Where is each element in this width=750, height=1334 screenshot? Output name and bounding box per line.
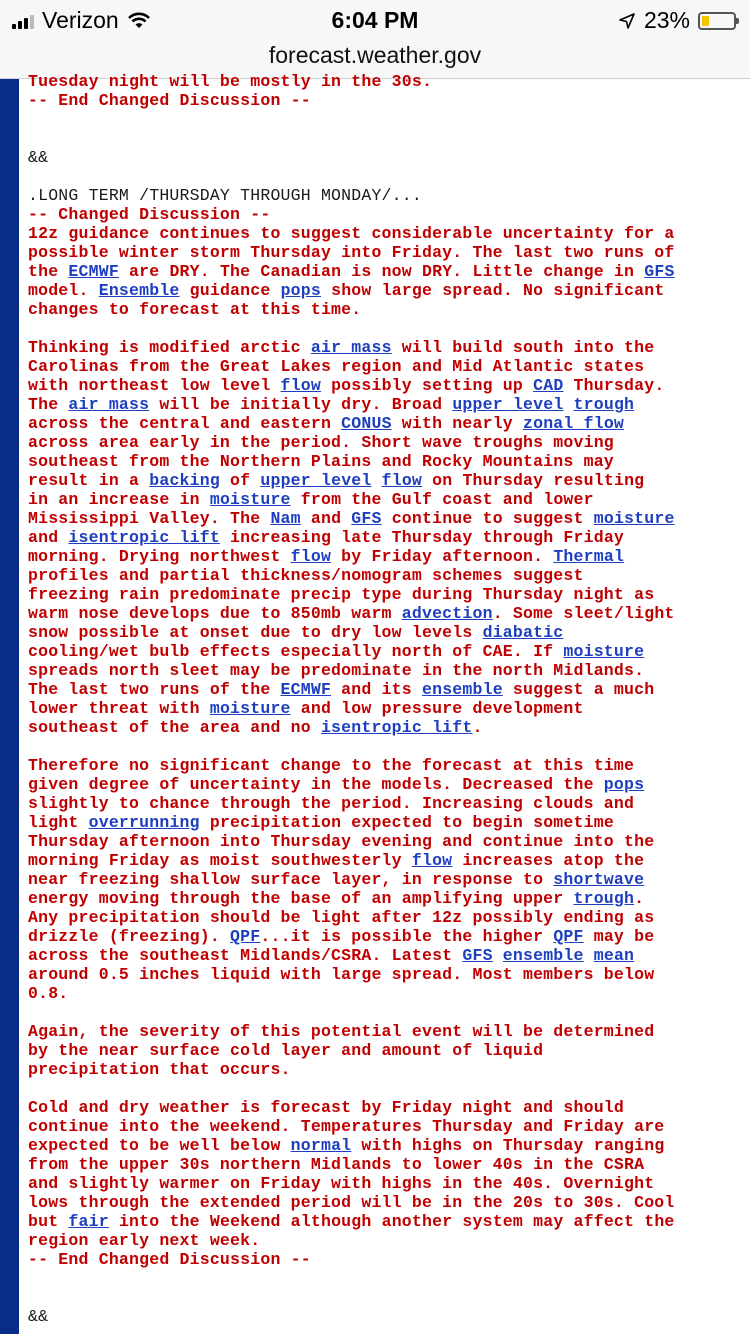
url-domain[interactable]: forecast.weather.gov <box>268 42 482 68</box>
glossary-link[interactable]: isentropic lift <box>320 718 473 737</box>
discussion-text-run: . <box>634 889 645 908</box>
battery-percent: 23% <box>643 7 690 33</box>
glossary-link[interactable]: advection <box>401 604 493 623</box>
glossary-link[interactable]: shortwave <box>553 870 645 889</box>
glossary-link[interactable]: diabatic <box>482 623 564 642</box>
discussion-text-run: from the Gulf coast and lower <box>290 490 594 509</box>
discussion-text-run: and <box>28 528 69 547</box>
glossary-link[interactable]: flow <box>411 851 453 870</box>
discussion-text-run: 12z guidance continues to suggest considerable uncertainty for a <box>28 224 675 243</box>
battery-fill <box>702 16 709 26</box>
discussion-text-run: profiles and partial thickness/nomogram schemes suggest <box>28 566 584 585</box>
discussion-text-run: Again, the severity of this potential event will be determined <box>28 1022 655 1041</box>
glossary-link[interactable]: moisture <box>209 490 291 509</box>
discussion-text-run: Mississippi Valley. The <box>28 509 271 528</box>
discussion-text-run: by Friday afternoon. <box>331 547 554 566</box>
glossary-link[interactable]: air mass <box>310 338 392 357</box>
glossary-link[interactable]: ECMWF <box>280 680 332 699</box>
status-right-group <box>618 7 736 34</box>
discussion-text-run: 0.8. <box>28 984 69 1003</box>
discussion-text-run: energy moving through the base of an amplifying upper <box>28 889 574 908</box>
glossary-link[interactable]: moisture <box>209 699 291 718</box>
discussion-text-run: and its <box>331 680 422 699</box>
glossary-link[interactable]: isentropic lift <box>68 528 220 547</box>
discussion-text-run: with highs on Thursday ranging <box>351 1136 665 1155</box>
discussion-text-run: . <box>472 718 483 737</box>
discussion-text-run: slightly to chance through the period. Increasing clouds and <box>28 794 635 813</box>
discussion-text-run: Any precipitation should be light after 12z possibly ending as <box>28 908 655 927</box>
discussion-text-run: and <box>300 509 352 528</box>
discussion-text-run: Thursday. <box>563 376 665 395</box>
glossary-link[interactable]: ECMWF <box>68 262 119 281</box>
discussion-text-run: on Thursday resulting <box>422 471 645 490</box>
glossary-link[interactable]: fair <box>68 1212 109 1231</box>
page-left-sidebar <box>0 79 19 1334</box>
discussion-text-run: by the near surface cold layer and amount of liquid <box>28 1041 544 1060</box>
discussion-text-run: morning. Drying northwest <box>28 547 291 566</box>
discussion-text-run: with nearly <box>391 414 523 433</box>
discussion-text-run: with northeast low level <box>28 376 281 395</box>
glossary-link[interactable]: moisture <box>563 642 645 661</box>
discussion-text-run: southeast from the Northern Plains and Rocky Mountains may <box>28 452 614 471</box>
discussion-text-run: across area early in the period. Short wave troughs moving <box>28 433 614 452</box>
glossary-link[interactable]: Nam <box>270 509 301 528</box>
discussion-text-run: show large spread. No significant <box>321 281 665 300</box>
discussion-text-run: and slightly warmer on Friday with highs in the 40s. Overnight <box>28 1174 655 1193</box>
discussion-text-run: Therefore no significant change to the forecast at this time <box>28 756 635 775</box>
glossary-link[interactable]: moisture <box>593 509 675 528</box>
discussion-text-run: increases atop the <box>452 851 645 870</box>
discussion-text-run: Cold and dry weather is forecast by Friday night and should <box>28 1098 624 1117</box>
glossary-link[interactable]: pops <box>280 281 321 300</box>
discussion-text-run: near freezing shallow surface layer, in response to <box>28 870 554 889</box>
discussion-text-run: from the upper 30s northern Midlands to lower 40s in the CSRA <box>28 1155 645 1174</box>
glossary-link[interactable]: QPF <box>230 927 261 946</box>
discussion-text-run: possibly setting up <box>320 376 534 395</box>
discussion-text-run: across the central and eastern <box>28 414 342 433</box>
glossary-link[interactable]: CAD <box>533 376 564 395</box>
discussion-text-run: Thinking is modified arctic <box>28 338 311 357</box>
discussion-text-run: guidance <box>179 281 281 300</box>
discussion-text-run: precipitation expected to begin sometime <box>199 813 614 832</box>
discussion-text-run: ...it is possible the higher <box>260 927 554 946</box>
discussion-text-run: may be <box>583 927 655 946</box>
discussion-text-run: will build south into the <box>391 338 655 357</box>
discussion-text-run: Thursday afternoon into Thursday evening and continue into the <box>28 832 655 851</box>
discussion-text-run: The last two runs of the <box>28 680 281 699</box>
discussion-text-run: are DRY. The Canadian is now DRY. Little change in <box>118 262 645 281</box>
glossary-link[interactable]: CONUS <box>341 414 392 433</box>
discussion-text-run: lower threat with <box>28 699 210 718</box>
discussion-text-run: precipitation that occurs. <box>28 1060 291 1079</box>
glossary-link[interactable]: overrunning <box>88 813 200 832</box>
discussion-text-run: possible winter storm Thursday into Friday. The last two runs of <box>28 243 675 262</box>
glossary-link[interactable]: QPF <box>553 927 584 946</box>
status-time: 6:04 PM <box>331 7 419 33</box>
glossary-link[interactable]: GFS <box>644 262 675 281</box>
discussion-text-run: southeast of the area and no <box>28 718 321 737</box>
discussion-text-run: continue into the weekend. Temperatures Thursday and Friday are <box>28 1117 665 1136</box>
glossary-link[interactable]: ensemble <box>421 680 503 699</box>
glossary-link[interactable]: ensemble <box>502 946 584 965</box>
glossary-link[interactable]: flow <box>290 547 332 566</box>
discussion-text-run: in an increase in <box>28 490 210 509</box>
discussion-text-run: morning Friday as moist southwesterly <box>28 851 412 870</box>
glossary-link[interactable]: normal <box>290 1136 352 1155</box>
glossary-link[interactable]: GFS <box>462 946 493 965</box>
glossary-link[interactable]: Ensemble <box>98 281 180 300</box>
carrier-name: Verizon <box>42 7 119 33</box>
glossary-link[interactable]: trough <box>573 889 635 908</box>
discussion-text-run: and low pressure development <box>290 699 584 718</box>
discussion-text-run: warm nose develops due to 850mb warm <box>28 604 402 623</box>
plain-text: .LONG TERM /THURSDAY THROUGH MONDAY/... <box>28 186 422 205</box>
discussion-text-run: -- Changed Discussion -- <box>28 205 271 224</box>
discussion-text-run: suggest a much <box>502 680 655 699</box>
discussion-text-run <box>372 471 382 490</box>
battery-icon <box>698 12 736 30</box>
discussion-text-run: changes to forecast at this time. <box>28 300 362 319</box>
discussion-text-run <box>493 946 503 965</box>
location-arrow-icon <box>618 12 636 30</box>
discussion-text-run: The <box>28 395 69 414</box>
glossary-link[interactable]: flow <box>381 471 423 490</box>
glossary-link[interactable]: pops <box>603 775 645 794</box>
discussion-text-run: given degree of uncertainty in the models. Decreased the <box>28 775 604 794</box>
glossary-link[interactable]: backing <box>149 471 220 490</box>
discussion-text-run: across the southeast Midlands/CSRA. Latest <box>28 946 463 965</box>
glossary-link[interactable]: trough <box>573 395 635 414</box>
glossary-link[interactable]: flow <box>280 376 321 395</box>
discussion-text-run: around 0.5 inches liquid with large spread. Most members below <box>28 965 655 984</box>
plain-text: && <box>28 148 49 167</box>
discussion-text-run: continue to suggest <box>381 509 594 528</box>
discussion-text-run: Tuesday night will be mostly in the 30s. <box>28 72 433 91</box>
discussion-text-run: result in a <box>28 471 150 490</box>
discussion-text-run: but <box>28 1212 69 1231</box>
discussion-text-run: the <box>28 262 69 281</box>
discussion-text-run <box>584 946 594 965</box>
discussion-text-run: drizzle (freezing). <box>28 927 231 946</box>
status-bar <box>0 0 750 40</box>
discussion-text-run: region early next week. <box>28 1231 261 1250</box>
discussion-text-run: . Some sleet/light <box>492 604 675 623</box>
glossary-link[interactable]: air mass <box>68 395 150 414</box>
discussion-text-run: -- End Changed Discussion -- <box>28 1250 311 1269</box>
discussion-text-run: freezing rain predominate precip type during Thursday night as <box>28 585 655 604</box>
glossary-link[interactable]: GFS <box>351 509 382 528</box>
discussion-text-run <box>563 395 573 414</box>
glossary-link[interactable]: zonal flow <box>523 414 625 433</box>
discussion-text-run: light <box>28 813 89 832</box>
discussion-text-run: Carolinas from the Great Lakes region and Mid Atlantic states <box>28 357 645 376</box>
discussion-text-run: of <box>219 471 261 490</box>
glossary-link[interactable]: upper level <box>260 471 372 490</box>
discussion-text-run: cooling/wet bulb effects especially north of CAE. If <box>28 642 564 661</box>
plain-text: && <box>28 1307 49 1326</box>
glossary-link[interactable]: upper level <box>452 395 564 414</box>
forecast-discussion <box>28 72 743 1334</box>
discussion-text-run: expected to be well below <box>28 1136 291 1155</box>
discussion-text-run: spreads north sleet may be predominate in the north Midlands. <box>28 661 645 680</box>
discussion-text-run: will be initially dry. Broad <box>149 395 453 414</box>
discussion-text-run: model. <box>28 281 99 300</box>
glossary-link[interactable]: Thermal <box>553 547 625 566</box>
discussion-text-run: -- End Changed Discussion -- <box>28 91 311 110</box>
discussion-text-run: lows through the extended period will be in the 20s to 30s. Cool <box>28 1193 675 1212</box>
glossary-link[interactable]: mean <box>593 946 635 965</box>
discussion-text <box>28 72 743 1326</box>
discussion-text-run: increasing late Thursday through Friday <box>219 528 625 547</box>
discussion-text-run: snow possible at onset due to dry low levels <box>28 623 483 642</box>
discussion-text-run: into the Weekend although another system may affect the <box>108 1212 675 1231</box>
